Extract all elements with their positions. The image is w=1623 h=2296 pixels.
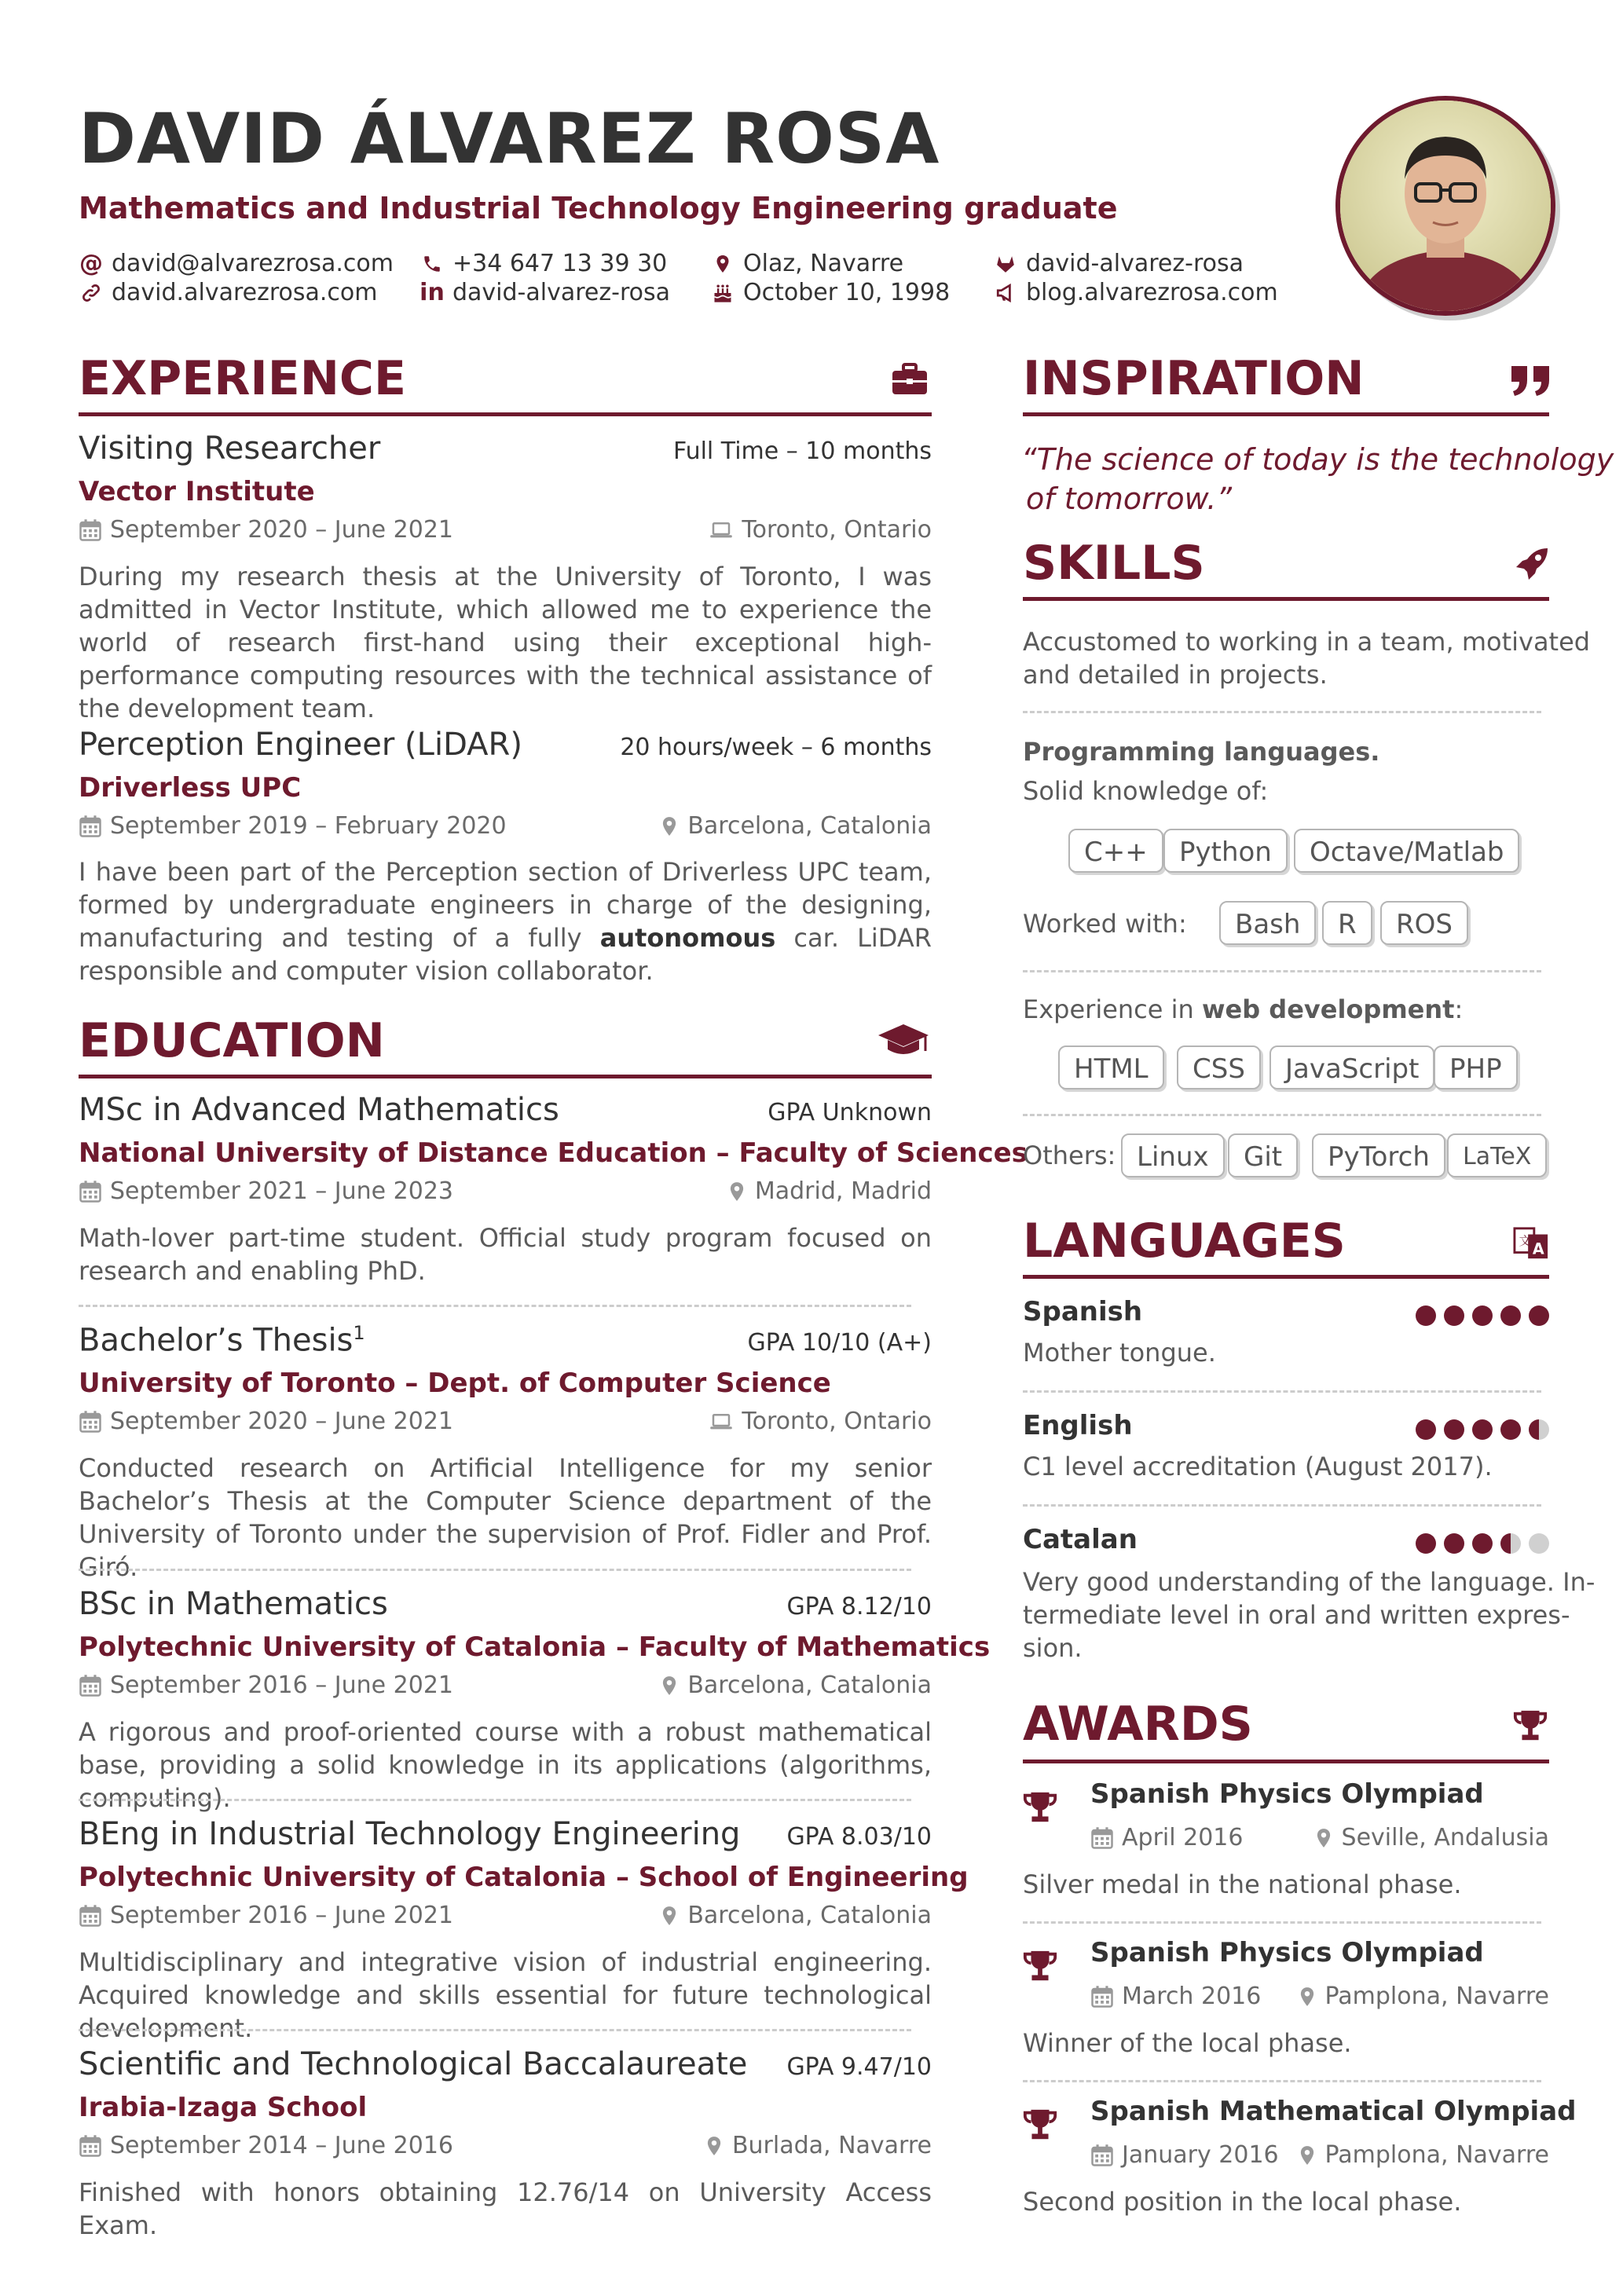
award-description: Silver medal in the national phase. [1023,1869,1462,1899]
resume-tagline: Mathematics and Industrial Technology Engineering graduate [79,191,1118,225]
edu-institution: National University of Distance Education – Faculty of Sciences [79,1137,1028,1169]
skill-tag: Linux [1121,1133,1225,1177]
award-title: Spanish Mathematical Olympiad [1090,2096,1577,2127]
calendar-icon [1090,1985,1114,2009]
edu-dates: September 2014 – June 2016 [79,2132,453,2159]
divider [1023,1390,1541,1393]
level-dot [1416,1533,1436,1554]
language-level [1416,1304,1549,1327]
level-dot [1444,1533,1464,1554]
exp-location: Toronto, Ontario [709,516,932,544]
divider [1023,970,1541,972]
calendar-icon [1090,2144,1114,2167]
skills-rule [1023,597,1549,601]
location-icon [727,1180,747,1203]
language-level [1416,1418,1549,1441]
edu-dates: September 2016 – June 2021 [79,1902,453,1929]
skill-tag: PHP [1434,1045,1518,1089]
svg-text:A: A [1532,1240,1544,1258]
calendar-icon [79,815,102,838]
level-dot [1500,1419,1521,1440]
contact-birthday: October 10, 1998 [709,279,950,306]
award-description: Second position in the local phase. [1023,2187,1462,2217]
award-title: Spanish Physics Olympiad [1090,1937,1484,1968]
languages-rule [1023,1275,1549,1279]
trophy-icon [1021,2107,1059,2146]
level-dot [1416,1305,1436,1326]
location-icon [1313,1826,1334,1850]
level-dot [1472,1419,1493,1440]
award-title: Spanish Physics Olympiad [1090,1778,1484,1810]
award-date: January 2016 [1090,2141,1279,2169]
level-dot [1529,1419,1549,1440]
contact-email[interactable]: @ david@alvarezrosa.com [77,250,394,277]
contact-website[interactable]: david.alvarezrosa.com [77,279,377,306]
edu-dates: September 2020 – June 2021 [79,1408,453,1435]
experience-heading: EXPERIENCE [79,351,406,406]
edu-location: Barcelona, Catalonia [659,1672,932,1699]
edu-location: Burlada, Navarre [704,2132,932,2159]
edu-institution: Polytechnic University of Catalonia – School of Engineering [79,1862,969,1893]
location-icon [704,2134,724,2158]
education-rule [79,1075,932,1078]
language-description: C1 level accreditation (August 2017). [1023,1452,1493,1481]
link-icon [77,283,105,303]
languages-heading: LANGUAGES [1023,1214,1346,1269]
location-icon [1297,2144,1317,2167]
edu-gpa: GPA 9.47/10 [786,2053,932,2081]
award-description: Winner of the local phase. [1023,2028,1352,2058]
skill-tag: Git [1228,1133,1298,1177]
skill-tag: R [1322,901,1372,945]
edu-title: BSc in Mathematics [79,1586,388,1622]
edu-gpa: GPA Unknown [768,1099,932,1126]
linkedin-icon: in [419,279,445,306]
skills-heading: SKILLS [1023,536,1205,591]
quote-text: “The science of today is the technology of tomorrow.” [1021,442,1614,516]
profile-photo [1335,96,1555,316]
rocket-icon [1513,545,1551,586]
contact-phone[interactable]: +34 647 13 39 30 [418,250,667,277]
exp-org: Driverless UPC [79,772,302,804]
others-label: Others: [1023,1141,1116,1170]
laptop-icon [709,1410,734,1434]
skill-tag: HTML [1058,1045,1164,1089]
edu-description: Math-lover part-time student. Official study program focused on research and enabling PhD. [79,1223,932,1286]
briefcase-icon [891,363,929,399]
level-dot [1500,1305,1521,1326]
edu-description: A rigorous and proof-oriented course with a robust mathematical base, providing a solid knowledge in its applications (algorithms, computing). [79,1717,932,1813]
award-location: Pamplona, Navarre [1297,2141,1549,2169]
language-name: Spanish [1023,1296,1143,1327]
location-icon [659,1904,680,1928]
divider [79,1799,911,1801]
award-location: Pamplona, Navarre [1297,1983,1549,2010]
exp-title: Perception Engineer (LiDAR) [79,727,522,763]
edu-title: Scientific and Technological Baccalaureate [79,2046,748,2082]
cake-icon [709,282,737,304]
contact-gitlab[interactable]: david-alvarez-rosa [991,250,1244,277]
location-icon [1297,1985,1317,2009]
skill-tag: C++ [1068,829,1163,873]
svg-text:文: 文 [1519,1233,1532,1248]
skills-intro: Accustomed to working in a team, motivated and detailed in projects. [1023,627,1591,690]
edu-location: Barcelona, Catalonia [659,1902,932,1929]
divider [1023,1114,1541,1116]
award-date: March 2016 [1090,1983,1261,2010]
edu-description: Multidisciplinary and integrative vision of industrial engineering. Acquired knowledge and skills essential for future technological development. [79,1947,932,2043]
graduation-cap-icon [877,1021,930,1062]
edu-dates: September 2021 – June 2023 [79,1177,453,1205]
translate-icon [1513,1225,1549,1265]
level-dot [1444,1305,1464,1326]
trophy-icon [1511,1708,1549,1747]
skill-tag: CSS [1177,1045,1261,1089]
location-icon [659,815,680,838]
worked-with-label: Worked with: [1023,909,1187,939]
trophy-icon [1021,1948,1059,1987]
level-dot [1472,1533,1493,1554]
edu-dates: September 2016 – June 2021 [79,1672,453,1699]
calendar-icon [79,2134,102,2158]
language-description: Very good understanding of the language. In- termediate level in oral and written expres- sion. [1023,1567,1596,1663]
inspiration-heading: INSPIRATION [1023,351,1365,406]
location-icon [709,253,737,275]
calendar-icon [79,1674,102,1697]
phone-icon [418,254,446,274]
solid-knowledge-label: Solid knowledge of: [1023,776,1269,806]
skill-tag: Octave/Matlab [1294,829,1519,873]
calendar-icon [1090,1826,1114,1850]
skill-tag: LaTeX [1447,1133,1547,1177]
exp-org: Vector Institute [79,476,315,507]
edu-title: MSc in Advanced Mathematics [79,1092,559,1128]
divider [79,2029,911,2031]
edu-title: Bachelor’s Thesis$^1$ [79,1322,365,1359]
skill-tag: PyTorch [1312,1133,1445,1177]
level-dot [1444,1419,1464,1440]
inspiration-rule [1023,412,1549,416]
laptop-icon [709,518,734,542]
calendar-icon [79,1410,102,1434]
divider [1023,1921,1541,1924]
divider [1023,711,1541,713]
skill-tag: Python [1163,829,1288,873]
edu-gpa: GPA 8.12/10 [786,1593,932,1620]
skill-tag: JavaScript [1269,1045,1434,1089]
level-dot [1472,1305,1493,1326]
calendar-icon [79,1180,102,1203]
contact-location: Olaz, Navarre [709,250,903,277]
edu-location: Madrid, Madrid [727,1177,932,1205]
language-description: Mother tongue. [1023,1338,1216,1368]
language-name: Catalan [1023,1524,1138,1555]
award-location: Seville, Andalusia [1313,1824,1549,1851]
language-level [1416,1532,1549,1555]
calendar-icon [79,1904,102,1928]
edu-location: Toronto, Ontario [709,1408,932,1435]
edu-institution: University of Toronto – Dept. of Computer Science [79,1368,831,1399]
level-dot [1500,1533,1521,1554]
level-dot [1416,1419,1436,1440]
education-heading: EDUCATION [79,1013,385,1068]
award-date: April 2016 [1090,1824,1243,1851]
contact-linkedin[interactable]: in david-alvarez-rosa [418,279,670,306]
calendar-icon [79,518,102,542]
level-dot [1529,1305,1549,1326]
skill-tag: Bash [1219,901,1316,945]
awards-rule [1023,1760,1549,1763]
programming-heading: Programming languages. [1023,737,1380,767]
experience-rule [79,412,932,416]
divider [1023,1504,1541,1507]
gitlab-icon [991,254,1020,274]
language-name: English [1023,1410,1133,1441]
edu-institution: Irabia-Izaga School [79,2092,368,2123]
exp-description: I have been part of the Perception section of Driverless UPC team, formed by undergraduate engineers in charge of the designing, manufacturing and testing of a fully autonomous car. LiDAR responsible and computer vision collaborator. [79,857,932,986]
exp-location: Barcelona, Catalonia [659,812,932,840]
at-icon: @ [79,250,103,277]
level-dot [1529,1533,1549,1554]
exp-duration: Full Time – 10 months [672,438,932,465]
divider [79,1569,911,1571]
exp-dates: September 2020 – June 2021 [79,516,453,544]
edu-description: Conducted research on Artificial Intelligence for my senior Bachelor’s Thesis at the Computer Science department of the University of Toronto under the supervision of Prof. Fidler and Prof. Giró. [79,1453,932,1582]
edu-gpa: GPA 8.03/10 [786,1823,932,1851]
edu-gpa: GPA 10/10 (A+) [747,1329,932,1357]
location-icon [659,1674,680,1697]
exp-description: During my research thesis at the University of Toronto, I was admitted in Vector Institute, which allowed me to experience the world of research first-hand using their exceptional high-performance computing resources with the technical assistance of the development team. [79,562,932,723]
trophy-icon [1021,1789,1059,1829]
divider [1023,2080,1541,2082]
awards-heading: AWARDS [1023,1697,1253,1752]
exp-dates: September 2019 – February 2020 [79,812,507,840]
divider [79,1305,911,1307]
contact-blog[interactable]: blog.alvarezrosa.com [991,279,1278,306]
edu-description: Finished with honors obtaining 12.76/14 on University Access Exam. [79,2177,932,2240]
exp-title: Visiting Researcher [79,430,381,467]
megaphone-icon [991,283,1020,303]
edu-title: BEng in Industrial Technology Engineering [79,1816,741,1852]
skill-tag: ROS [1380,901,1468,945]
web-dev-label: Experience in web development: [1023,994,1464,1024]
resume-name: DAVID ÁLVAREZ ROSA [79,98,940,179]
quote-icon [1510,363,1551,401]
edu-institution: Polytechnic University of Catalonia – Faculty of Mathematics [79,1631,991,1663]
exp-duration: 20 hours/week – 6 months [620,734,932,761]
